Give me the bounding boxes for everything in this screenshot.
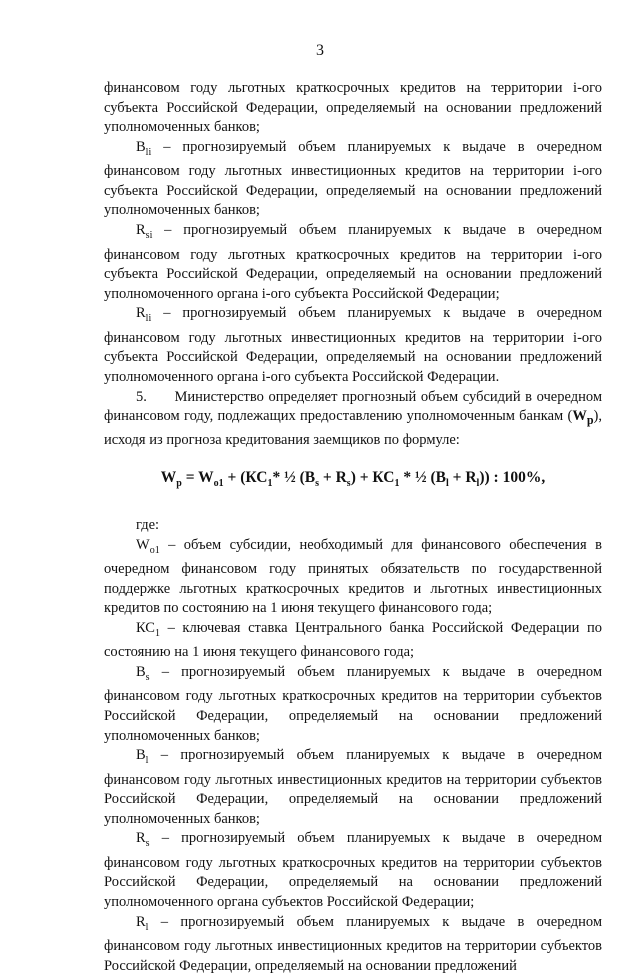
symbol: $R_{si}$ (136, 222, 153, 241)
definition-w-o1 (104, 536, 602, 619)
symbol: $B_s$ (136, 663, 150, 683)
definition-text: – прогнозируемый объем планируемых к выдаче в очередном финансовом году льготных инвестиционных кредитов на территории i-ого субъекта Российской Федерации, определяемый на основании предложений уполномоченного органа i-ого субъекта Российской Федерации. (104, 305, 602, 385)
symbol: $B_l$ (136, 747, 149, 767)
definition-text: – ключевая ставка Центрального банка Российской Федерации по состоянию на 1 июня текущего финансового года; (104, 619, 602, 661)
definition-ks1 (104, 619, 602, 663)
symbol: $R_l$ (136, 913, 149, 933)
definition-r-l (104, 913, 602, 976)
document-body (104, 79, 602, 976)
definition-b-s (104, 663, 602, 746)
definition-r-s (104, 829, 602, 912)
symbol: $КС_1$ (136, 619, 160, 639)
symbol: $B_{li}$ (136, 138, 152, 158)
definition-text: – прогнозируемый объем планируемых к выдаче в очередном финансовом году льготных краткосрочных кредитов на территории i-ого субъекта Российской Федерации, определяемый на основании предложений уполномоченного органа i-ого субъекта Российской Федерации; (104, 222, 602, 302)
symbol: $W_{o1}$ (136, 536, 160, 556)
page-number: 3 (316, 42, 324, 59)
paragraph-continuation: финансовом году льготных краткосрочных кредитов на территории i-ого субъекта Российской Федерации, определяемый на основании предложений уполномоченных банков; (104, 80, 602, 136)
definition-text: – объем субсидии, необходимый для финансового обеспечения в очередном финансовом году принятых обязательств по государственной поддержке льготных краткосрочных кредитов и льготных инвестиционных кредитов по состоянию на 1 июня текущего финансового года; (104, 536, 602, 617)
definition-r-li (104, 304, 602, 387)
definition-b-li (104, 138, 602, 221)
definition-text: – прогнозируемый объем планируемых к выдаче в очередном финансовом году льготных инвестиционных кредитов на территории субъектов Российской Федерации, определяемый на основании предложений уполномоченных банков; (104, 747, 602, 827)
definition-b-l (104, 746, 602, 829)
definition-text: – прогнозируемый объем планируемых к выдаче в очередном финансовом году льготных инвестиционных кредитов на территории субъектов Российской Федерации, определяемый на основании предложений (104, 913, 602, 974)
definition-text: – прогнозируемый объем планируемых к выдаче в очередном финансовом году льготных инвестиционных кредитов на территории i-ого субъекта Российской Федерации, определяемый на основании предложений уполномоченных банков; (104, 138, 602, 219)
clause-5: 5. Министерство определяет прогнозный объем субсидий в очередном финансовом году, подлежащих предоставлению уполномоченным банкам $(W_p)$, исходя из прогноза кредитования заемщиков по формуле: (104, 388, 602, 448)
symbol: $R_{li}$ (136, 305, 152, 325)
definition-text: – прогнозируемый объем планируемых к выдаче в очередном финансовом году льготных краткосрочных кредитов на территории субъектов Российской Федерации, определяемый на основании предложений уполномоченных банков; (104, 663, 602, 744)
where-label: где: (136, 516, 160, 533)
symbol: $R_s$ (136, 830, 150, 850)
subsidy-formula: $W_p = W_{o1} + (КС_1*$ ½ $(B_s + R_s) + КС_1$ * ½ $(B_l + R_l)$) : 100%, (160, 469, 546, 490)
definition-r-si (104, 221, 602, 304)
definition-text: – прогнозируемый объем планируемых к выдаче в очередном финансовом году льготных краткосрочных кредитов на территории субъектов Российской Федерации, определяемый на основании предложений уполномоченного органа субъектов Российской Федерации; (104, 830, 602, 911)
